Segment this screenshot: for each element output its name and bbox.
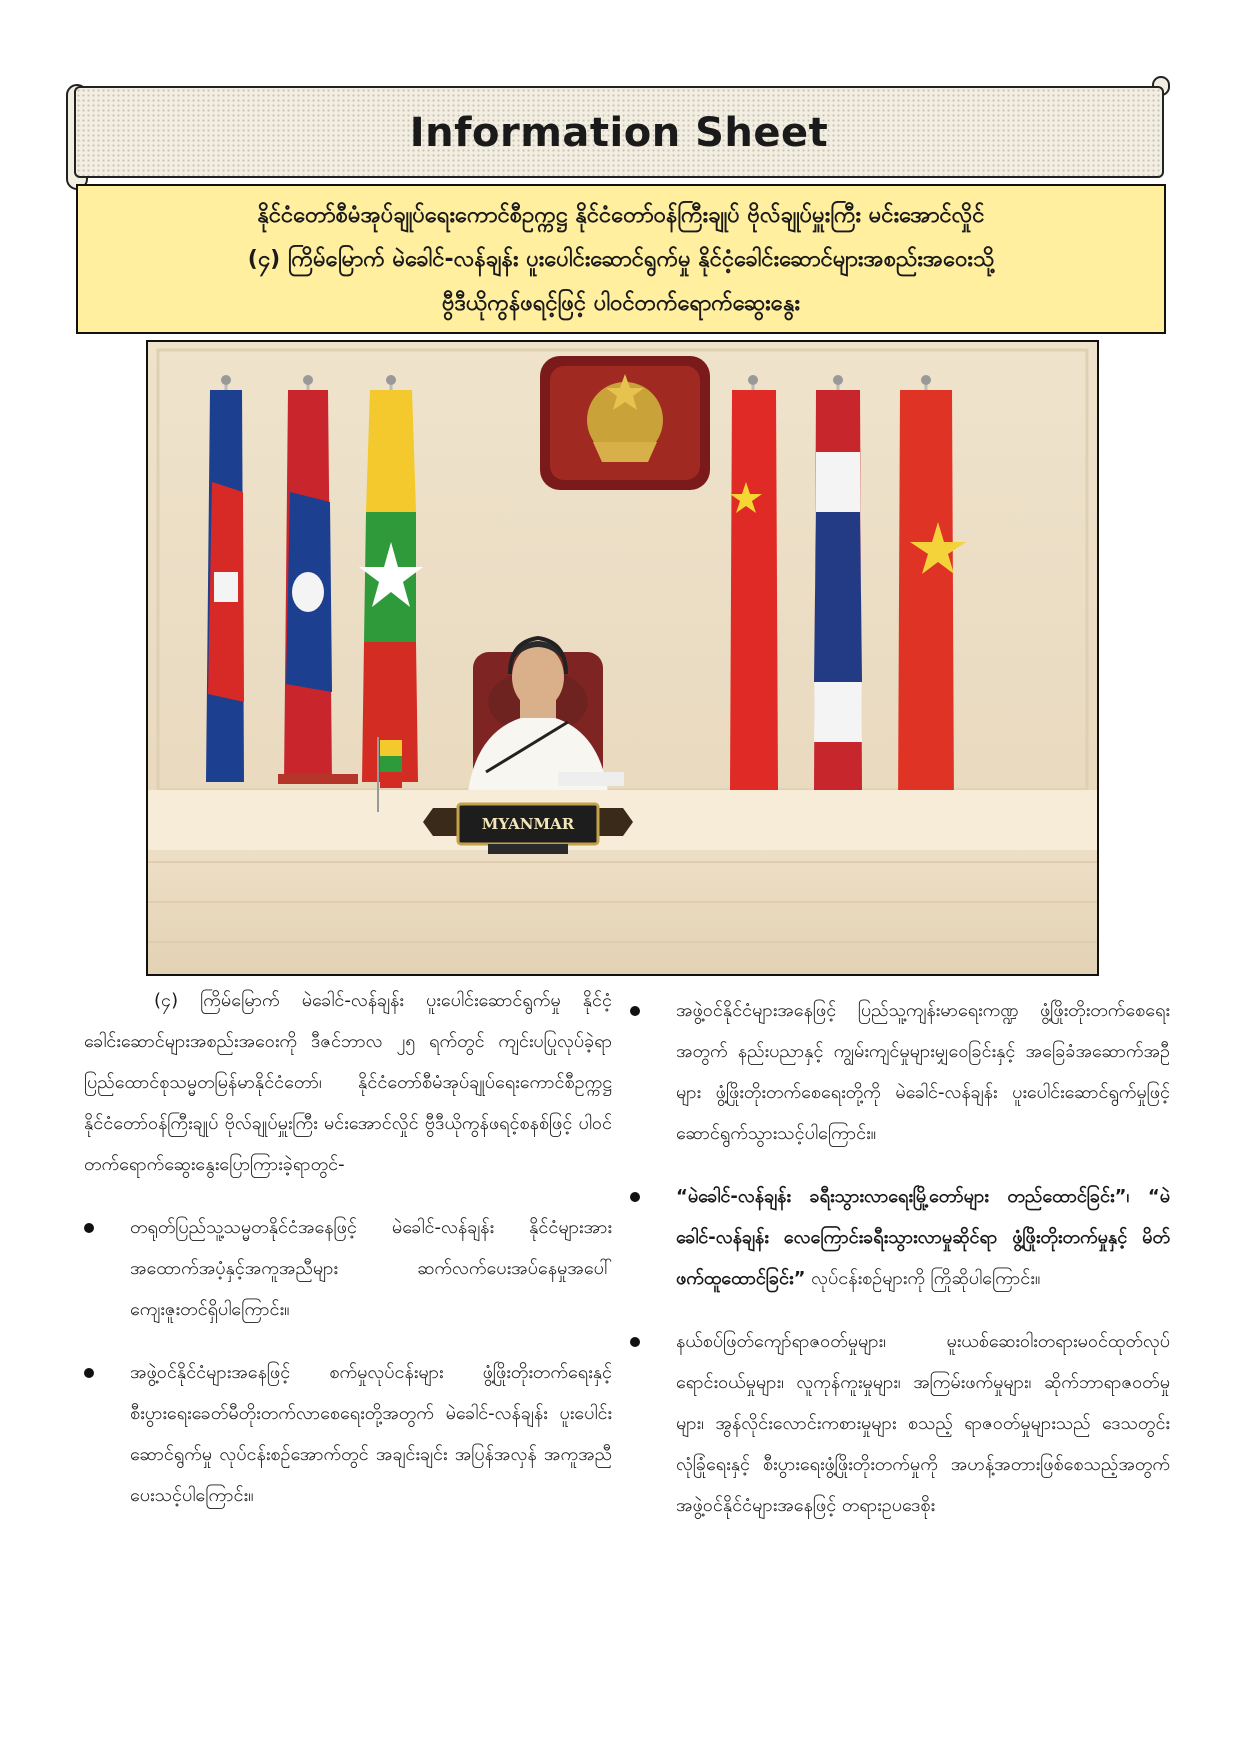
intro-paragraph: (၄) ကြိမ်မြောက် မဲခေါင်-လန်ချန်း ပူးပေါင်းဆောင်ရွက်မှု နိုင်ငံ့ခေါင်းဆောင်များအစည်းအဝေးကို ဒီဇင်ဘာလ ၂၅ ရက်တွင် ကျင်းပပြုလုပ်ခဲ့ရာ ပြည်ထောင်စုသမ္မတမြန်မာနိုင်ငံတော်၊ နိုင်ငံတော်စီမံအုပ်ချုပ်ရေးကောင်စီဥက္ကဋ္ဌ နိုင်ငံတော်ဝန်ကြီးချုပ် ဗိုလ်ချုပ်မှူးကြီး မင်းအောင်လှိုင် ဗွီဒီယိုကွန်ဖရင့်စနစ်ဖြင့် ပါဝင်တက်ရောက်ဆွေးနွေးပြောကြားခဲ့ရာတွင်- xyxy=(84,990,612,1175)
flag-laos xyxy=(284,375,332,782)
list-item xyxy=(630,990,1170,1154)
page-title: Information Sheet xyxy=(409,110,829,156)
flag-myanmar xyxy=(359,375,423,782)
list-item xyxy=(84,1207,612,1330)
bullet-icon xyxy=(630,1006,640,1016)
state-emblem xyxy=(540,356,710,490)
meeting-photo-illustration xyxy=(148,342,1097,974)
headline-line-2: (၄) ကြိမ်မြောက် မဲခေါင်-လန်ချန်း ပူးပေါင်းဆောင်ရွက်မှု နိုင်ငံ့ခေါင်းဆောင်များအစည်းအဝေးသို့ xyxy=(247,247,995,272)
list-item xyxy=(84,1352,612,1516)
list-item xyxy=(630,1176,1170,1299)
headline-line-3: ဗွီဒီယိုကွန်ဖရင့်ဖြင့် ပါဝင်တက်ရောက်ဆွေးနွေး xyxy=(441,291,801,316)
bullet-text: လုပ်ငန်းစဉ်များကို ကြိုဆိုပါကြောင်း။ xyxy=(805,1268,1041,1289)
list-item xyxy=(630,1321,1170,1526)
title-banner xyxy=(74,86,1164,178)
bullet-text: နယ်စပ်ဖြတ်ကျော်ရာဇဝတ်မှုများ၊ မူးယစ်ဆေးဝါးတရားမဝင်ထုတ်လုပ်ရောင်းဝယ်မှုများ၊ လူကုန်ကူးမှုများ၊ အကြမ်းဖက်မှုများ၊ ဆိုက်ဘာရာဇဝတ်မှုများ၊ အွန်လိုင်းလောင်းကစားမှုများ စသည့် ရာဇဝတ်မှုများသည် ဒေသတွင်းလုံခြုံရေးနှင့် စီးပွားရေးဖွံ့ဖြိုးတိုးတက်မှုကို အဟန့်အတားဖြစ်စေသည့်အတွက် အဖွဲ့ဝင်နိုင်ငံများအနေဖြင့် တရားဥပဒေစိုး xyxy=(676,1331,1170,1516)
bullet-text: တရုတ်ပြည်သူ့သမ္မတနိုင်ငံအနေဖြင့် မဲခေါင်-လန်ချန်း နိုင်ငံများအား အထောက်အပံ့နှင့်အကူအညီများ ဆက်လက်ပေးအပ်နေမှုအပေါ် ကျေးဇူးတင်ရှိပါကြောင်း။ xyxy=(130,1217,612,1320)
bullet-text: အဖွဲ့ဝင်နိုင်ငံများအနေဖြင့် စက်မှုလုပ်ငန်းများ ဖွံ့ဖြိုးတိုးတက်ရေးနှင့် စီးပွားရေးခေတ်မီတိုးတက်လာစေရေးတို့အတွက် မဲခေါင်-လန်ချန်း ပူးပေါင်းဆောင်ရွက်မှု လုပ်ငန်းစဉ်အောက်တွင် အချင်းချင်း အပြန်အလှန် အကူအညီပေးသင့်ပါကြောင်း။ xyxy=(130,1362,612,1506)
nameplate-text: MYANMAR xyxy=(481,815,575,833)
headline-box xyxy=(76,184,1166,334)
flag-thailand xyxy=(814,375,862,790)
bullet-bold-text: “မဲခေါင်-လန်ချန်း ခရီးသွားလာရေးမြို့တော်များ တည်ထောင်ခြင်း”၊ “မဲခေါင်-လန်ချန်း လေကြောင်းခရီးသွားလာမှုဆိုင်ရာ ဖွံ့ဖြိုးတိုးတက်မှုနှင့် မိတ်ဖက်ထူထောင်ခြင်း” xyxy=(676,1186,1170,1289)
headline-line-1: နိုင်ငံတော်စီမံအုပ်ချုပ်ရေးကောင်စီဥက္ကဋ္ဌ နိုင်ငံတော်ဝန်ကြီးချုပ် ဗိုလ်ချုပ်မှူးကြီး မင်းအောင်လှိုင် xyxy=(257,203,985,228)
meeting-photo xyxy=(146,340,1099,976)
flag-cambodia xyxy=(206,375,244,782)
flag-china xyxy=(730,375,778,790)
left-column xyxy=(84,980,612,1516)
bullet-icon xyxy=(630,1192,640,1202)
bullet-icon xyxy=(84,1368,94,1378)
right-column xyxy=(630,990,1170,1526)
bullet-text: အဖွဲ့ဝင်နိုင်ငံများအနေဖြင့် ပြည်သူ့ကျန်းမာရေးကဏ္ဍ ဖွံ့ဖြိုးတိုးတက်စေရေးအတွက် နည်းပညာနှင့် ကျွမ်းကျင်မှုများမျှဝေခြင်းနှင့် အခြေခံအဆောက်အဦများ ဖွံ့ဖြိုးတိုးတက်စေရေးတို့ကို မဲခေါင်-လန်ချန်း ပူးပေါင်းဆောင်ရွက်မှုဖြင့် ဆောင်ရွက်သွားသင့်ပါကြောင်း။ xyxy=(676,1000,1170,1144)
bullet-icon xyxy=(630,1337,640,1347)
bullet-icon xyxy=(84,1223,94,1233)
